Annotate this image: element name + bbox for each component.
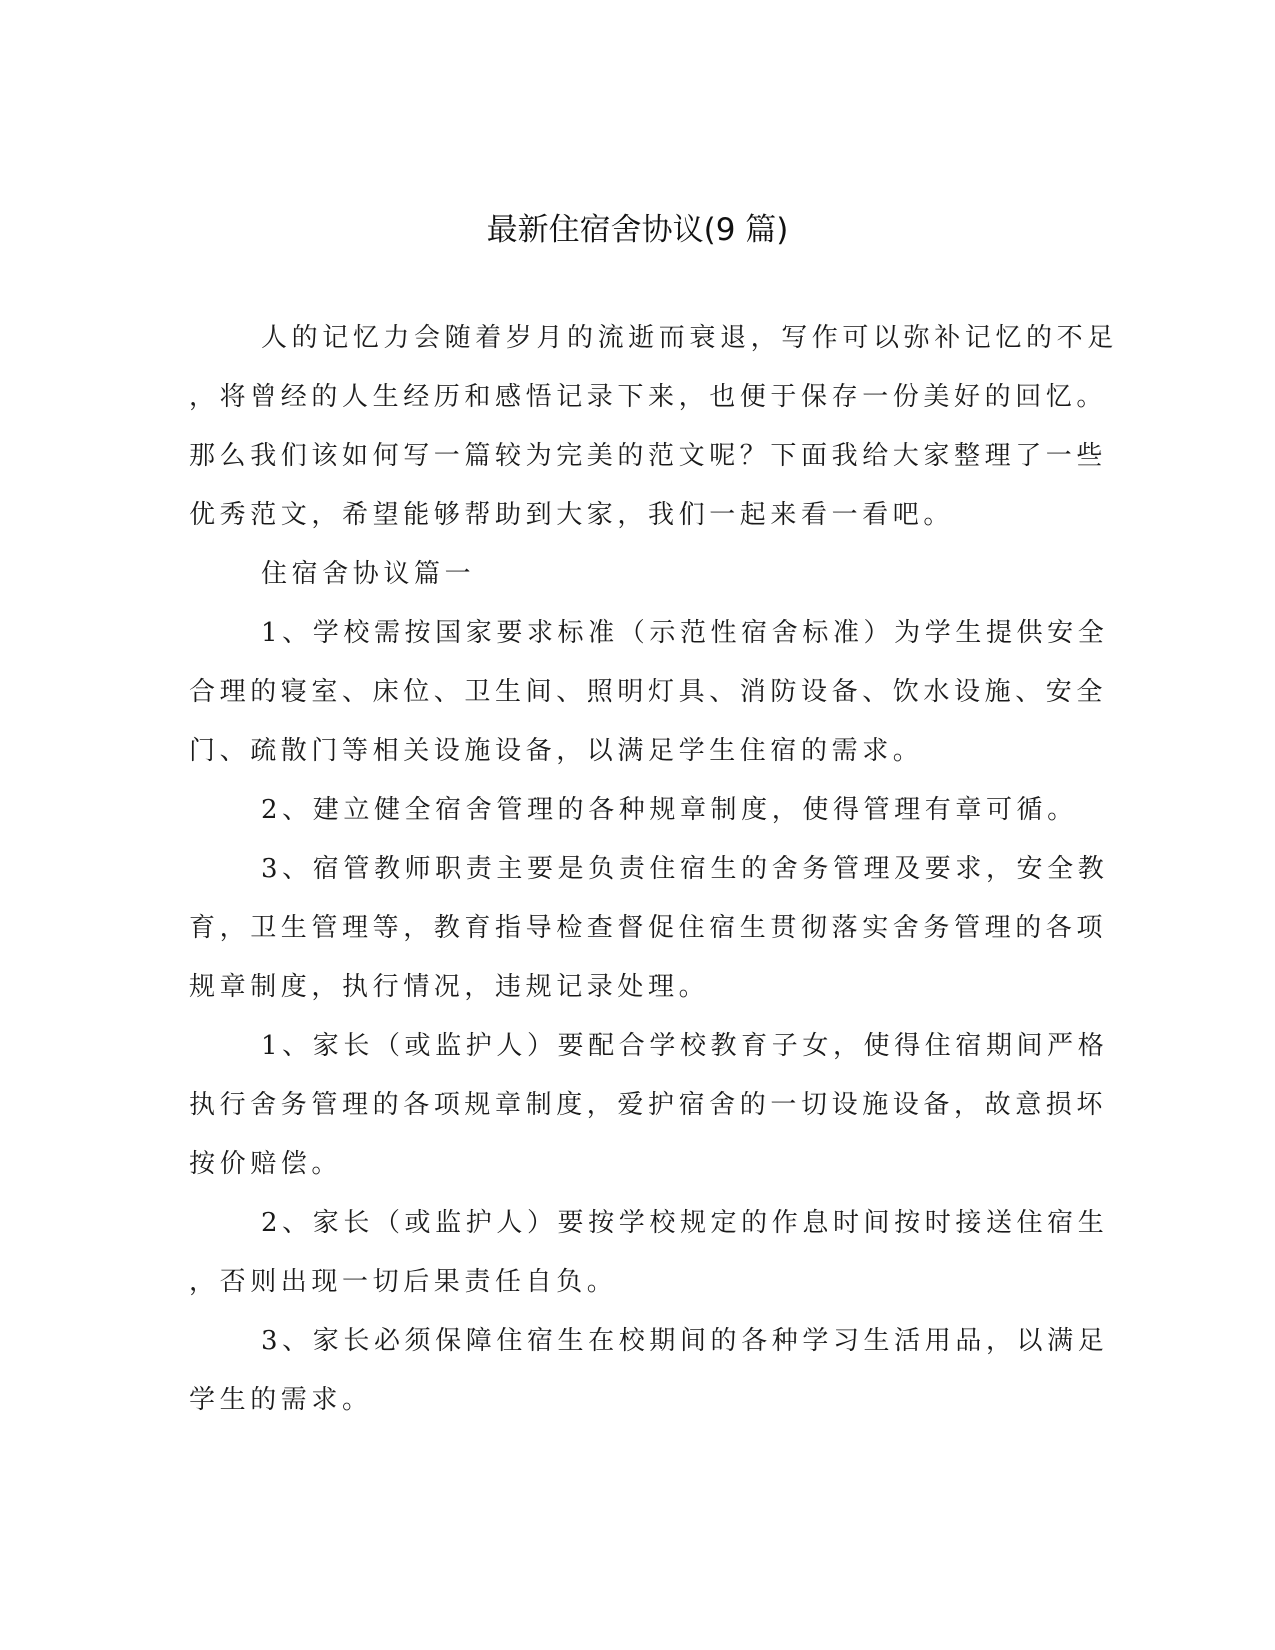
paragraph-line: ，否则出现一切后果责任自负。 [189, 1267, 618, 1297]
paragraph-line: 那么我们该如何写一篇较为完美的范文呢？下面我给大家整理了一些 [189, 441, 1108, 471]
paragraph-line: 2、建立健全宿舍管理的各种规章制度，使得管理有章可循。 [261, 795, 1078, 825]
paragraph-line: 执行舍务管理的各项规章制度，爱护宿舍的一切设施设备，故意损坏 [189, 1090, 1108, 1120]
paragraph-line: 人的记忆力会随着岁月的流逝而衰退，写作可以弥补记忆的不足 [261, 323, 1118, 353]
paragraph-line: 学生的需求。 [189, 1385, 373, 1415]
paragraph-line: 合理的寝室、床位、卫生间、照明灯具、消防设备、饮水设施、安全 [189, 677, 1108, 707]
paragraph-line: 优秀范文，希望能够帮助到大家，我们一起来看一看吧。 [189, 500, 955, 530]
paragraph-line: 1、家长（或监护人）要配合学校教育子女，使得住宿期间严格 [261, 1031, 1109, 1061]
paragraph-line: 3、宿管教师职责主要是负责住宿生的舍务管理及要求，安全教 [261, 854, 1109, 884]
paragraph-line: 1、学校需按国家要求标准（示范性宿舍标准）为学生提供安全 [261, 618, 1109, 648]
paragraph-line: 3、家长必须保障住宿生在校期间的各种学习生活用品，以满足 [261, 1326, 1109, 1356]
section-heading: 住宿舍协议篇一 [261, 559, 476, 589]
paragraph-line: 育，卫生管理等，教育指导检查督促住宿生贯彻落实舍务管理的各项 [189, 913, 1108, 943]
paragraph-line: 2、家长（或监护人）要按学校规定的作息时间按时接送住宿生 [261, 1208, 1109, 1238]
document-title: 最新住宿舍协议(9 篇) [486, 212, 789, 248]
paragraph-line: ，将曾经的人生经历和感悟记录下来，也便于保存一份美好的回忆。 [189, 382, 1108, 412]
paragraph-line: 按价赔偿。 [189, 1149, 343, 1179]
paragraph-line: 规章制度，执行情况，违规记录处理。 [189, 972, 710, 1002]
paragraph-line: 门、疏散门等相关设施设备，以满足学生住宿的需求。 [189, 736, 924, 766]
